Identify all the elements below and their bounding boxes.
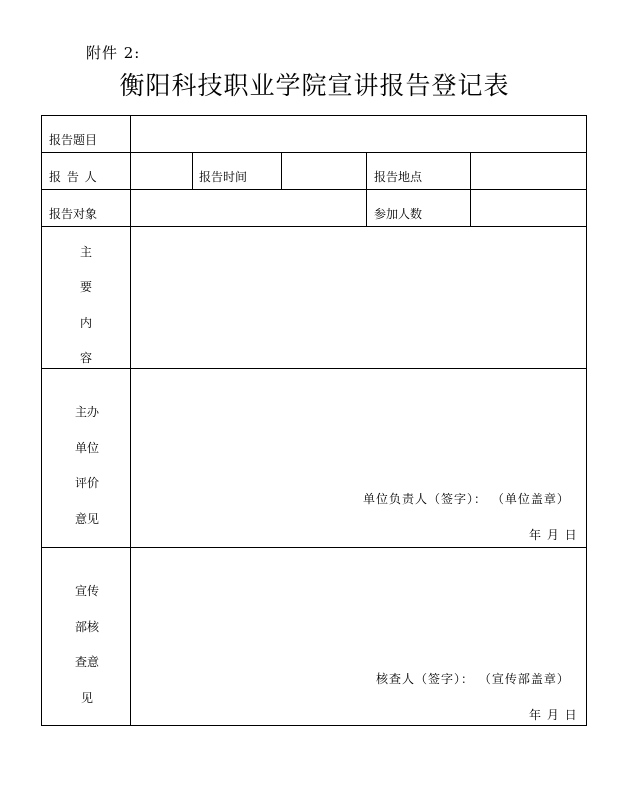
host-signature-line: 单位负责人（签字）： （单位盖章） [363,492,570,506]
propaganda-signature-line: 核查人（签字）： （宣传部盖章） [376,672,570,686]
host-label-line: 单位 [75,441,100,455]
host-label-line: 意见 [75,512,100,526]
report-topic-label: 报告题目 [49,133,98,147]
report-time-field[interactable] [282,153,366,189]
column-divider [192,152,193,189]
host-label-line: 主办 [75,405,100,419]
main-content-field[interactable] [131,227,586,368]
page-title: 衡阳科技职业学院宣讲报告登记表 [119,71,510,100]
propaganda-date: 年 月 日 [529,708,578,722]
column-divider [366,152,367,226]
propaganda-review-field[interactable] [131,548,586,725]
propaganda-label-line: 宣传 [75,584,100,598]
participants-label: 参加人数 [374,207,423,221]
table-border-right [586,115,587,726]
report-topic-field[interactable] [131,116,586,152]
propaganda-label-line: 查意 [75,655,100,669]
participants-field[interactable] [471,190,586,226]
table-border-bottom [41,725,587,726]
main-content-label-char: 主 [79,245,92,259]
main-content-label-char: 内 [79,316,92,330]
audience-label: 报告对象 [49,207,98,221]
attachment-label: 附件 2: [86,44,141,62]
host-evaluation-field[interactable] [131,369,586,547]
report-location-label: 报告地点 [374,170,423,184]
host-label-line: 评价 [75,476,100,490]
propaganda-label-line: 见 [81,691,94,705]
report-location-field[interactable] [471,153,586,189]
table-border-left [41,115,42,726]
report-time-label: 报告时间 [199,170,248,184]
audience-field[interactable] [131,190,366,226]
main-content-label-char: 要 [79,280,92,294]
reporter-field[interactable] [131,153,192,189]
main-content-label-char: 容 [79,351,92,365]
registration-form-table [41,115,587,726]
host-date: 年 月 日 [529,528,578,542]
reporter-label: 报 告 人 [49,170,98,184]
propaganda-label-line: 部核 [75,620,100,634]
